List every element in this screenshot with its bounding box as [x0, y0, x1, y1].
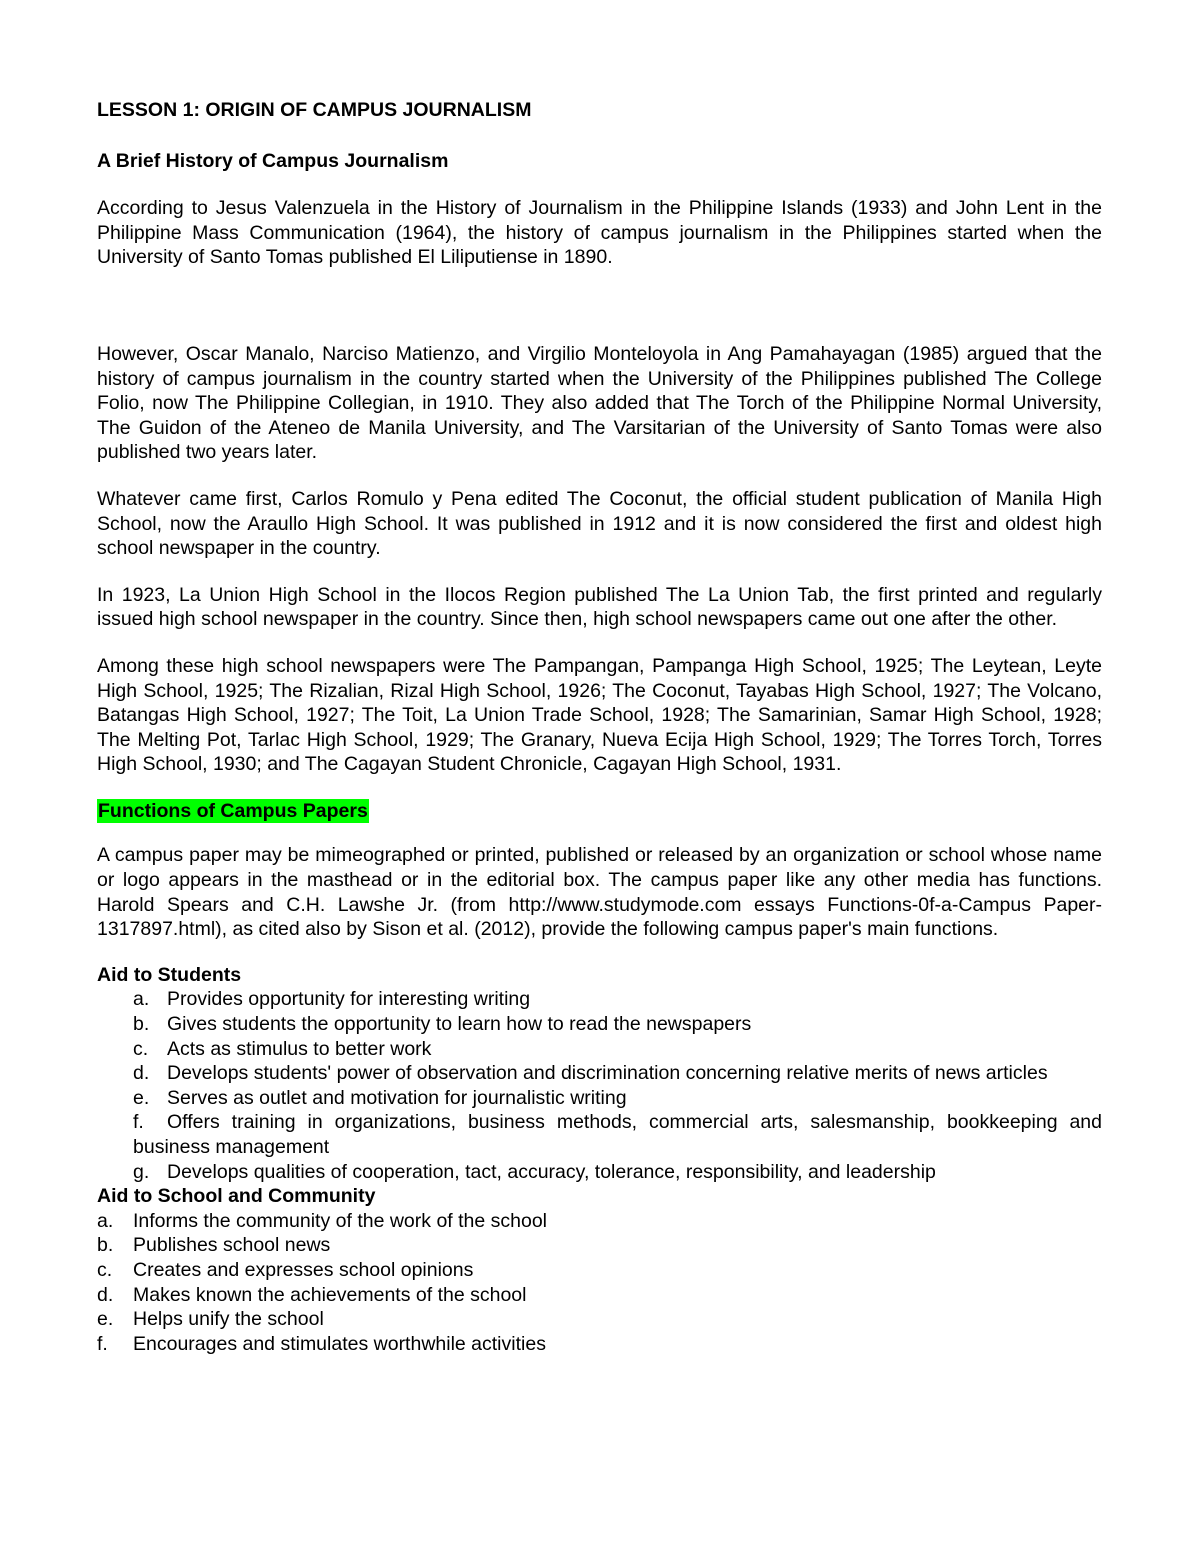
- paragraph: Whatever came first, Carlos Romulo y Pena edited The Coconut, the official student publication of Manila High School, now the Araullo High School. It was published in 1912 and it is now considered the first and oldest high school newspaper in the country.: [97, 487, 1102, 560]
- list-item: e. Serves as outlet and motivation for journalistic writing: [133, 1086, 627, 1109]
- paragraph: Among these high school newspapers were The Pampangan, Pampanga High School, 1925; The Leytean, Leyte High School, 1925; The Rizalian, Rizal High School, 1926; The Coconut, Tayabas High School, 1927; The Volcano, Batangas High School, 1927; The Toit, La Union Trade School, 1928; The Samarinian, Samar High School, 1928; The Melting Pot, Tarlac High School, 1929; The Granary, Nueva Ecija High School, 1929; The Torres Torch, Torres High School, 1930; and The Cagayan Student Chronicle, Cagayan High School, 1931.: [97, 654, 1102, 776]
- community-list: [97, 1209, 1102, 1357]
- list-item: a. Informs the community of the work of the school: [97, 1209, 548, 1232]
- list-item: d. Develops students' power of observation and discrimination concerning relative merits of news articles: [133, 1062, 1048, 1085]
- list-item: a. Provides opportunity for interesting writing: [133, 988, 531, 1011]
- list-item: f. Encourages and stimulates worthwhile activities: [97, 1332, 546, 1355]
- list-item: b. Gives students the opportunity to learn how to read the newspapers: [133, 1013, 752, 1036]
- section-heading-history: A Brief History of Campus Journalism: [97, 149, 449, 172]
- subheading-aid-to-community: Aid to School and Community: [97, 1185, 376, 1208]
- paragraph: However, Oscar Manalo, Narciso Matienzo, and Virgilio Monteloyola in Ang Pamahayagan (1985) argued that the history of campus journalism in the country started when the University of the Philippines published The College Folio, now The Philippine Collegian, in 1910. They also added that The Torch of the Philippine Normal University, The Guidon of the Ateneo de Manila University, and The Varsitarian of the University of Santo Tomas were also published two years later.: [97, 342, 1102, 464]
- list-item: e. Helps unify the school: [97, 1308, 324, 1331]
- paragraph: According to Jesus Valenzuela in the History of Journalism in the Philippine Islands (1933) and John Lent in the Philippine Mass Communication (1964), the history of campus journalism in the Philippines started when the University of Santo Tomas published El Liliputiense in 1890.: [97, 197, 1102, 269]
- document-page: [97, 98, 1102, 1356]
- list-item: b. Publishes school news: [97, 1234, 331, 1257]
- section-heading-functions: Functions of Campus Papers: [98, 799, 368, 822]
- paragraph: In 1923, La Union High School in the Ilocos Region published The La Union Tab, the first printed and regularly issued high school newspaper in the country. Since then, high school newspapers came out one after the other.: [97, 583, 1102, 631]
- students-list: [97, 987, 1102, 1184]
- list-item: c. Acts as stimulus to better work: [133, 1037, 432, 1060]
- subheading-aid-to-students: Aid to Students: [97, 963, 242, 986]
- paragraph-functions-intro: A campus paper may be mimeographed or printed, published or released by an organization or school whose name or logo appears in the masthead or in the editorial box. The campus paper like any other media has functions. Harold Spears and C.H. Lawshe Jr. (from http://www.studymode.com essays Functions-0f-a-Campus Paper-1317897.html), as cited also by Sison et al. (2012), provide the following campus paper's main functions.: [97, 844, 1102, 941]
- list-item: g. Develops qualities of cooperation, tact, accuracy, tolerance, responsibility, and leadership: [133, 1160, 936, 1183]
- list-item: d. Makes known the achievements of the school: [97, 1283, 527, 1306]
- list-item: c. Creates and expresses school opinions: [97, 1258, 474, 1281]
- lesson-title: LESSON 1: ORIGIN OF CAMPUS JOURNALISM: [97, 99, 532, 121]
- list-item: f. Offers training in organizations, business methods, commercial arts, salesmanship, bookkeeping and business management: [133, 1111, 1102, 1158]
